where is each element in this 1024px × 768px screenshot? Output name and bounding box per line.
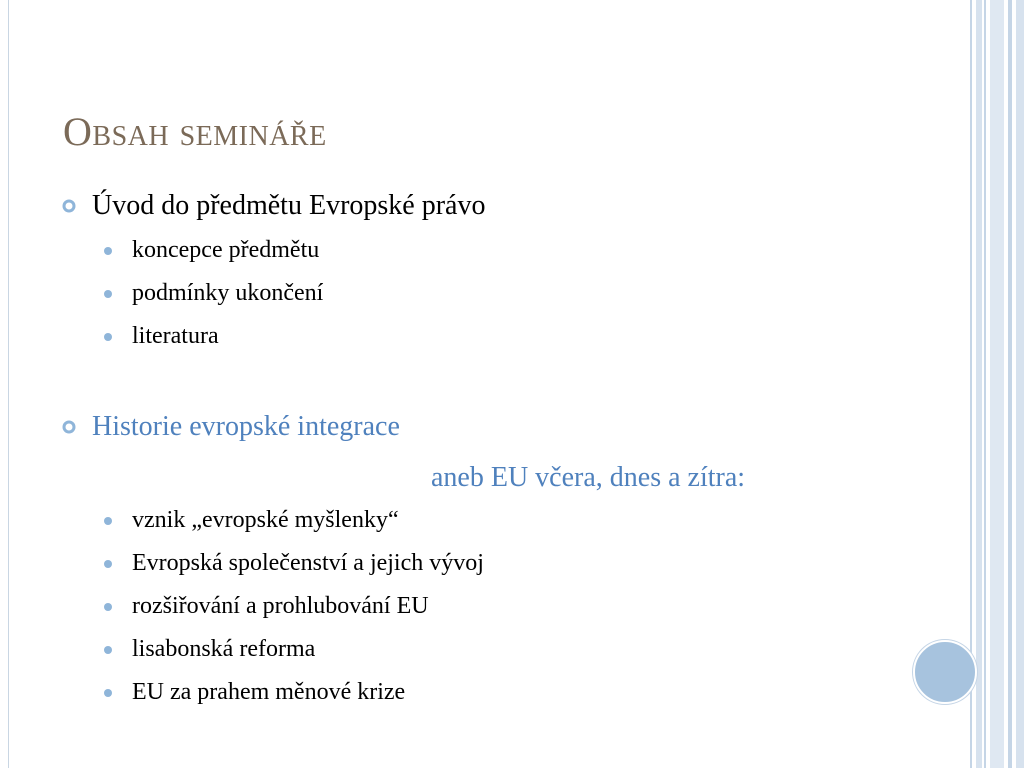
- bullet-level1: [62, 411, 400, 443]
- bullet-level2: [104, 679, 405, 706]
- dot-bullet-icon: [104, 290, 112, 298]
- section-subheading: aneb EU včera, dnes a zítra:: [431, 462, 746, 493]
- ring-bullet-icon: [62, 420, 76, 434]
- right-decorative-stripes: [970, 0, 1024, 768]
- dot-bullet-icon: [104, 689, 112, 697]
- dot-bullet-icon: [104, 517, 112, 525]
- section-heading: Historie evropské integrace: [92, 411, 400, 442]
- ring-bullet-icon: [62, 199, 76, 213]
- dot-bullet-icon: [104, 247, 112, 255]
- left-frame-line: [8, 0, 9, 768]
- bullet-level2: [104, 323, 219, 350]
- list-item: lisabonská reforma: [132, 636, 316, 662]
- list-item: literatura: [132, 323, 219, 349]
- bullet-level2: [104, 636, 315, 663]
- section-heading: Úvod do předmětu Evropské právo: [92, 190, 486, 221]
- decorative-circle: [913, 640, 977, 704]
- stripe: [984, 0, 986, 768]
- dot-bullet-icon: [104, 603, 112, 611]
- list-item: rozšiřování a prohlubování EU: [132, 593, 429, 619]
- dot-bullet-icon: [104, 333, 112, 341]
- dot-bullet-icon: [104, 646, 112, 654]
- slide-title: Obsah semináře: [63, 109, 327, 154]
- stripe: [976, 0, 982, 768]
- stripe: [1008, 0, 1012, 768]
- bullet-level2: [104, 593, 429, 620]
- bullet-level2: [104, 237, 319, 264]
- list-item: koncepce předmětu: [132, 237, 320, 263]
- list-item: Evropská společenství a jejich vývoj: [132, 550, 484, 576]
- list-item: podmínky ukončení: [132, 280, 324, 306]
- bullet-level2: [104, 280, 323, 307]
- stripe: [1016, 0, 1024, 768]
- stripe: [990, 0, 1004, 768]
- bullet-level2: [104, 507, 399, 534]
- dot-bullet-icon: [104, 560, 112, 568]
- bullet-level2: [104, 550, 484, 577]
- list-item: EU za prahem měnové krize: [132, 679, 406, 705]
- list-item: vznik „evropské myšlenky“: [132, 507, 399, 533]
- bullet-level1: [62, 190, 485, 222]
